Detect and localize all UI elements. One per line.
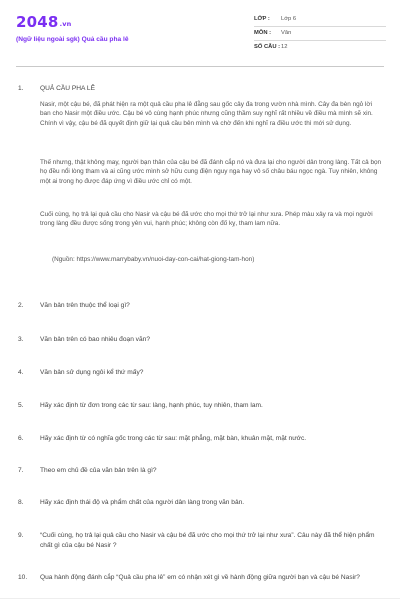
meta-label: LỚP : (254, 16, 270, 22)
meta-value: Văn (281, 30, 292, 36)
meta-label: MÔN : (254, 30, 272, 36)
document-header (0, 0, 400, 64)
question-text: “Cuối cùng, họ trả lại quả cầu cho Nasir và cậu bé đã ước cho mọi thứ trở lại như xưa”. Câu này đã thể hiện phẩm chất gì của cậu bé Nasir ? (40, 532, 375, 549)
question-number: 5. (18, 402, 24, 409)
passage-paragraph (40, 100, 384, 128)
question-text: Theo em chủ đề của văn bản trên là gì? (40, 467, 157, 474)
passage-paragraph (40, 210, 384, 229)
meta-row-class (254, 13, 386, 27)
passage-text: Nasir, một cậu bé, đã phát hiện ra một quả cầu pha lê đằng sau gốc cây đa trong vườn nhà mình. Cây đa bèn ngỏ lời ban cho Nasir một điều ước. Cậu bé vô cùng hạnh phúc nhưng cũng thầm suy nghĩ rất nhiều về điều mà mình sẽ xin. Chính vì vậy, cậu bé đã quyết định giữ lại quả cầu bên mình và chờ đến khi nghĩ ra điều ước thì mới sử dụng. (40, 101, 373, 127)
question-text: Hãy xác định từ có nghĩa gốc trong các từ sau: mặt phẳng, mặt bàn, khuân mặt, mặt nước. (40, 435, 307, 442)
passage-source: (Nguồn: https://www.marrybaby.vn/nuoi-day-con-cai/hat-giong-tam-hon) (52, 256, 255, 263)
question-text: Hãy xác định thái độ và phẩm chất của người dân làng trong văn bản. (40, 499, 245, 506)
page-bottom-edge (0, 598, 400, 599)
question-number: 8. (18, 499, 24, 506)
passage-text: Thế nhưng, thật không may, người bạn thân của cậu bé đã đánh cắp nó và đưa lại cho người dân trong làng. Tất cả bọn họ đều nổi lòng tham và ai cũng ước mình sở hữu cung điện nguy nga hay vô số châu báu ngọc ngà. Tuy nhiên, không một ai trong họ được đáp ứng vì điều ước chỉ có một. (40, 159, 382, 185)
meta-row-subject (254, 27, 386, 41)
question-number: 2. (18, 302, 24, 309)
question-number: 7. (18, 467, 24, 474)
question-text: Văn bản sử dụng ngôi kể thứ mấy? (40, 369, 144, 376)
passage-paragraph (40, 158, 384, 186)
question-text: Văn bản trên có bao nhiêu đoạn văn? (40, 336, 150, 343)
question-number: 10. (18, 574, 28, 581)
question-text: Văn bản trên thuộc thể loại gì? (40, 302, 130, 309)
header-divider (16, 66, 384, 67)
question-number: 3. (18, 336, 24, 343)
question-text: Hãy xác định từ đơn trong các từ sau: làng, hạnh phúc, tuy nhiên, tham lam. (40, 402, 263, 409)
document-title: (Ngữ liệu ngoài sgk) Quả cầu pha lê (16, 36, 129, 43)
question-text: QUẢ CẦU PHA LÊ (40, 85, 95, 92)
question-text: Qua hành động đánh cắp “Quả cầu pha lê” em có nhận xét gì về hành động giữa người bạn và cậu bé Nasir? (40, 574, 360, 581)
question-number: 4. (18, 369, 24, 376)
meta-value: 12 (281, 44, 288, 50)
question-number: 6. (18, 435, 24, 442)
logo-suffix: .vn (59, 20, 72, 28)
meta-row-question-count (254, 41, 386, 55)
logo-text: 2048 (16, 13, 59, 31)
question-number: 9. (18, 532, 24, 539)
meta-value: Lớp 6 (281, 16, 297, 22)
question-number: 1. (18, 85, 24, 92)
site-logo[interactable] (16, 13, 72, 31)
passage-text: Cuối cùng, họ trả lại quả cầu cho Nasir và cậu bé đã ước cho mọi thứ trở lại như xưa. Phép màu xảy ra và mọi người trong làng đều được sống trong yên vui, hạnh phúc; không còn đố kỵ, tham lam nữa. (40, 211, 373, 228)
meta-label: SỐ CÂU : (254, 44, 281, 50)
document-meta (254, 13, 386, 55)
